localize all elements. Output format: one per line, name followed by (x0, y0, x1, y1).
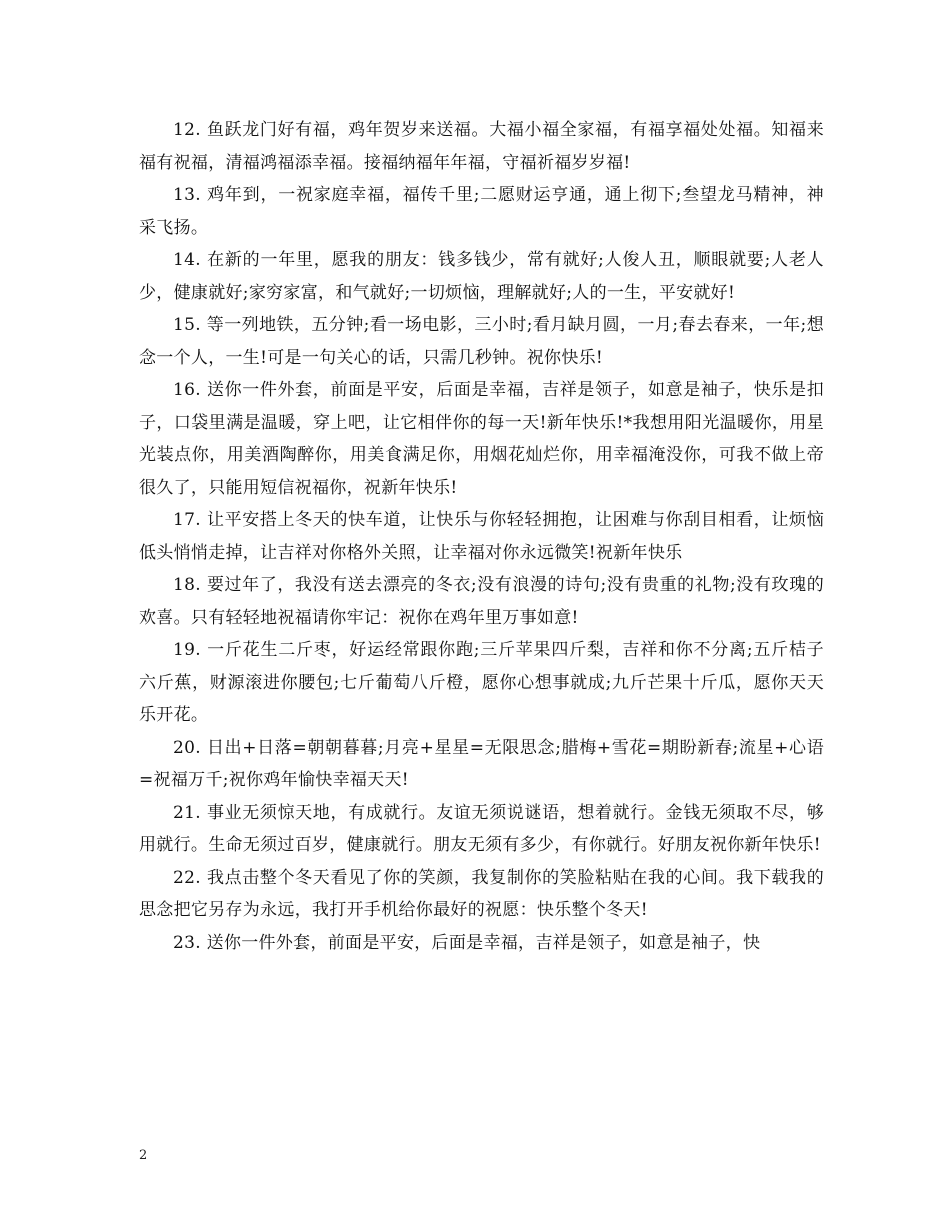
paragraph-17: 17. 让平安搭上冬天的快车道，让快乐与你轻轻拥抱，让困难与你刮目相看，让烦恼低头悄悄走掉，让吉祥对你格外关照，让幸福对你永远微笑!祝新年快乐 (139, 510, 824, 563)
document-body (139, 114, 824, 959)
paragraph-18: 18. 要过年了，我没有送去漂亮的冬衣;没有浪漫的诗句;没有贵重的礼物;没有玫瑰的欢喜。只有轻轻地祝福请你牢记：祝你在鸡年里万事如意! (139, 575, 824, 628)
paragraph-16: 16. 送你一件外套，前面是平安，后面是幸福，吉祥是领子，如意是袖子，快乐是扣子，口袋里满是温暖，穿上吧，让它相伴你的每一天!新年快乐!*我想用阳光温暖你，用星光装点你，用美酒陶醉你，用美食满足你，用烟花灿烂你，用幸福淹没你，可我不做上帝很久了，只能用短信祝福你，祝新年快乐! (139, 380, 824, 498)
page-number: 2 (139, 1148, 148, 1163)
paragraph-22: 22. 我点击整个冬天看见了你的笑颜，我复制你的笑脸粘贴在我的心间。我下载我的思念把它另存为永远，我打开手机给你最好的祝愿：快乐整个冬天! (139, 867, 824, 920)
paragraph-13: 13. 鸡年到，一祝家庭幸福，福传千里;二愿财运亨通，通上彻下;叁望龙马精神，神采飞扬。 (139, 185, 824, 238)
paragraph-12: 12. 鱼跃龙门好有福，鸡年贺岁来送福。大福小福全家福，有福享福处处福。知福来福有祝福，清福鸿福添幸福。接福纳福年年福，守福祈福岁岁福! (139, 120, 824, 173)
paragraph-14: 14. 在新的一年里，愿我的朋友：钱多钱少，常有就好;人俊人丑，顺眼就要;人老人少，健康就好;家穷家富，和气就好;一切烦恼，理解就好;人的一生，平安就好! (139, 250, 824, 303)
paragraph-21: 21. 事业无须惊天地，有成就行。友谊无须说谜语，想着就行。金钱无须取不尽，够用就行。生命无须过百岁，健康就行。朋友无须有多少，有你就行。好朋友祝你新年快乐! (139, 802, 824, 855)
paragraph-23: 23. 送你一件外套，前面是平安，后面是幸福，吉祥是领子，如意是袖子，快 (173, 932, 761, 953)
paragraph-20: 20. 日出+日落=朝朝暮暮;月亮+星星=无限思念;腊梅+雪花=期盼新春;流星+心语=祝福万千;祝你鸡年愉快幸福天天! (139, 737, 824, 790)
paragraph-19: 19. 一斤花生二斤枣，好运经常跟你跑;三斤苹果四斤梨，吉祥和你不分离;五斤桔子六斤蕉，财源滚进你腰包;七斤葡萄八斤橙，愿你心想事就成;九斤芒果十斤瓜，愿你天天乐开花。 (139, 640, 824, 725)
paragraph-15: 15. 等一列地铁，五分钟;看一场电影，三小时;看月缺月圆，一月;春去春来，一年;想念一个人，一生!可是一句关心的话，只需几秒钟。祝你快乐! (139, 315, 824, 368)
